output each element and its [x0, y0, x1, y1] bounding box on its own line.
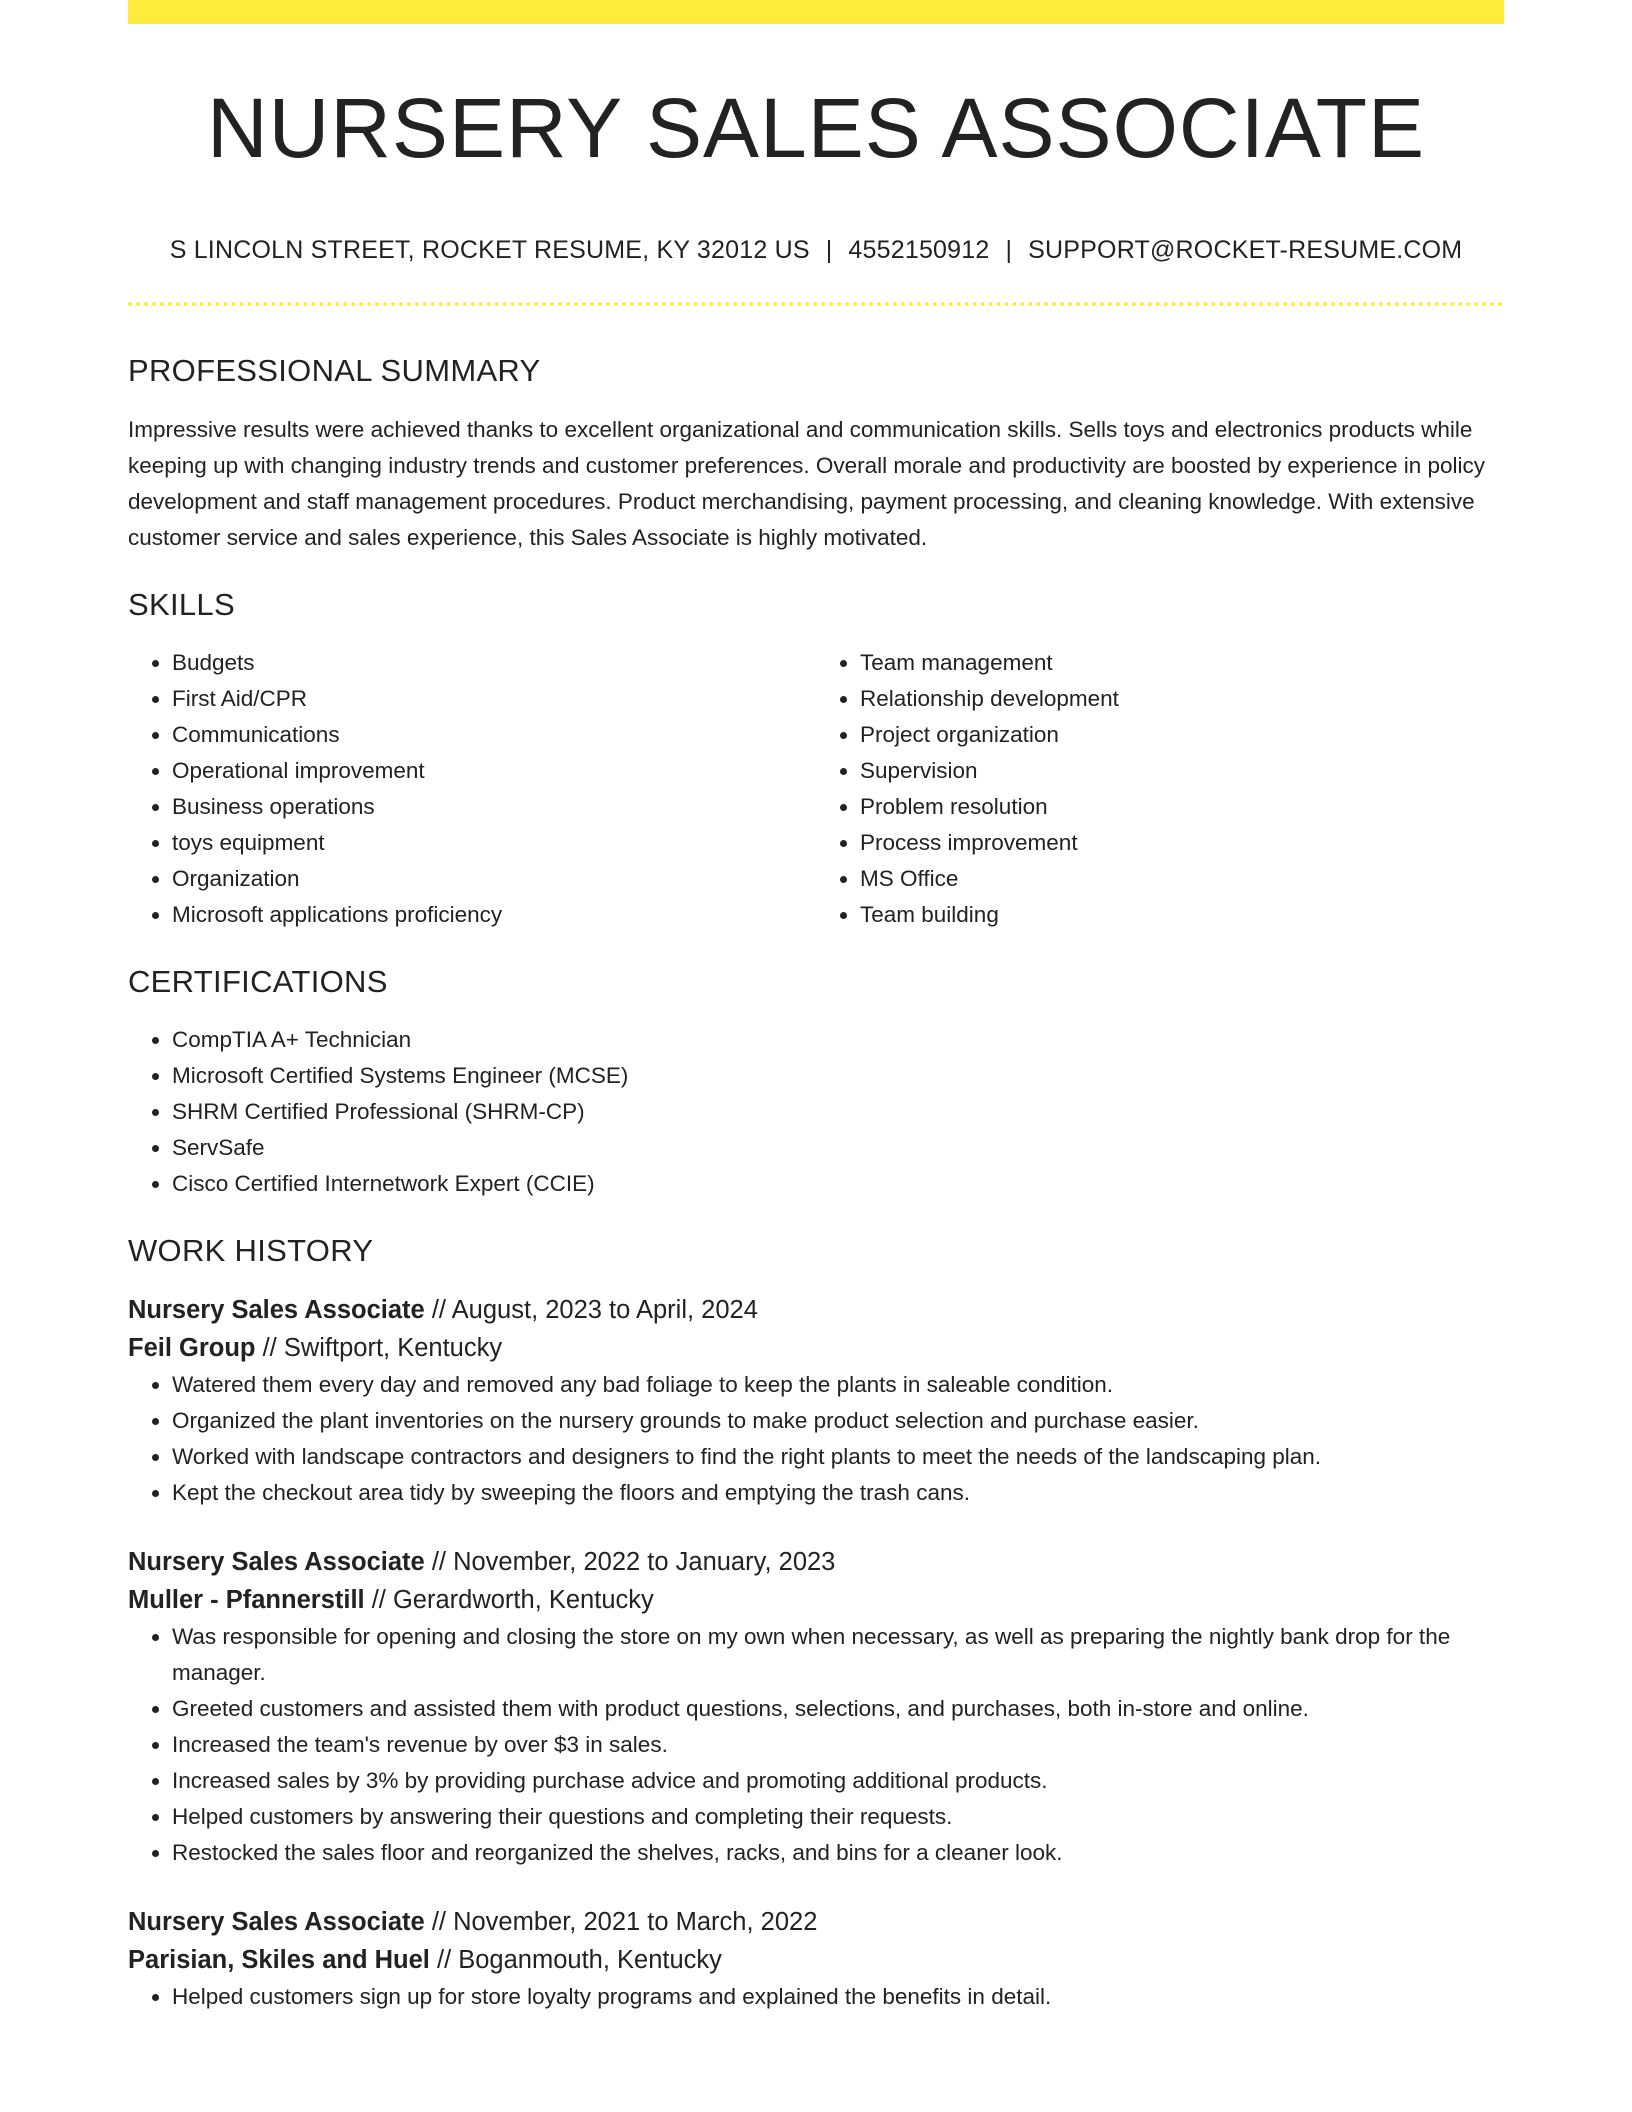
skill-item: • Team building — [860, 897, 1504, 933]
job-title-line — [128, 1543, 1504, 1581]
skill-item: • Communications — [172, 717, 816, 753]
job-bullet: • Helped customers by answering their questions and completing their requests. — [172, 1799, 1504, 1835]
job-bullet: • Greeted customers and assisted them with product questions, selections, and purchases, both in-store and online. — [172, 1691, 1504, 1727]
job-title-line — [128, 1291, 1504, 1329]
skill-item: • Project organization — [860, 717, 1504, 753]
skill-item: • Relationship development — [860, 681, 1504, 717]
dotted-divider — [128, 302, 1504, 306]
section-title-summary: PROFESSIONAL SUMMARY — [128, 353, 541, 389]
job-bullet: • Helped customers sign up for store loyalty programs and explained the benefits in detail. — [172, 1979, 1504, 2015]
skill-item: • MS Office — [860, 861, 1504, 897]
job-location: // Gerardworth, Kentucky — [371, 1586, 654, 1615]
skill-item: • Process improvement — [860, 825, 1504, 861]
job-title: Nursery Sales Associate — [128, 1908, 425, 1937]
certification-item: • Microsoft Certified Systems Engineer (MCSE) — [172, 1058, 1504, 1094]
contact-address: S LINCOLN STREET, ROCKET RESUME, KY 32012 US — [169, 236, 810, 265]
contact-phone: 4552150912 — [848, 236, 990, 265]
professional-summary-section — [128, 352, 1504, 555]
job-company-line — [128, 1581, 1504, 1619]
job-dates: // November, 2022 to January, 2023 — [431, 1548, 836, 1577]
job-entry — [128, 1903, 1504, 2015]
job-bullets — [128, 1619, 1504, 1871]
job-entry — [128, 1291, 1504, 1511]
section-title-certifications: CERTIFICATIONS — [128, 963, 388, 999]
certification-item: • Cisco Certified Internetwork Expert (CCIE) — [172, 1166, 1504, 1202]
skills-section — [128, 586, 1504, 933]
skill-item: • toys equipment — [172, 825, 816, 861]
skills-list-right — [816, 645, 1504, 933]
job-dates: // November, 2021 to March, 2022 — [431, 1908, 818, 1937]
contact-email: SUPPORT@ROCKET-RESUME.COM — [1028, 236, 1463, 265]
job-location: // Swiftport, Kentucky — [262, 1334, 503, 1363]
job-bullet: • Kept the checkout area tidy by sweeping the floors and emptying the trash cans. — [172, 1475, 1504, 1511]
work-history-section — [128, 1232, 1504, 2015]
job-location: // Boganmouth, Kentucky — [436, 1946, 722, 1975]
resume-name: NURSERY SALES ASSOCIATE — [206, 81, 1426, 175]
certification-item: • ServSafe — [172, 1130, 1504, 1166]
job-entry — [128, 1543, 1504, 1871]
skill-item: • Operational improvement — [172, 753, 816, 789]
job-company: Feil Group — [128, 1334, 256, 1363]
job-bullet: • Organized the plant inventories on the nursery grounds to make product selection and purchase easier. — [172, 1403, 1504, 1439]
resume-page — [128, 0, 1504, 2015]
summary-text: Impressive results were achieved thanks to excellent organizational and communication skills. Sells toys and electronics products while keeping up with changing industry trends and customer preferences. Overall morale and productivity are boosted by experience in policy development and staff management procedures. Product merchandising, payment processing, and cleaning knowledge. With extensive customer service and sales experience, this Sales Associate is highly motivated. — [128, 416, 1485, 550]
job-bullet: • Watered them every day and removed any bad foliage to keep the plants in saleable condition. — [172, 1367, 1504, 1403]
job-company-line — [128, 1941, 1504, 1979]
job-company-line — [128, 1329, 1504, 1367]
section-title-skills: SKILLS — [128, 586, 235, 622]
skill-item: • Microsoft applications proficiency — [172, 897, 816, 933]
certifications-section — [128, 963, 1504, 1202]
skill-item: • First Aid/CPR — [172, 681, 816, 717]
job-bullet: • Increased sales by 3% by providing purchase advice and promoting additional products. — [172, 1763, 1504, 1799]
job-company: Parisian, Skiles and Huel — [128, 1946, 430, 1975]
skill-item: • Supervision — [860, 753, 1504, 789]
job-bullet: • Increased the team's revenue by over $3 in sales. — [172, 1727, 1504, 1763]
contact-separator: | — [1005, 236, 1013, 265]
contact-line — [128, 236, 1504, 265]
certification-item: • CompTIA A+ Technician — [172, 1022, 1504, 1058]
job-dates: // August, 2023 to April, 2024 — [431, 1296, 758, 1325]
accent-top-bar — [128, 0, 1504, 24]
certification-item: • SHRM Certified Professional (SHRM-CP) — [172, 1094, 1504, 1130]
job-bullets — [128, 1367, 1504, 1511]
contact-separator: | — [825, 236, 833, 265]
skill-item: • Problem resolution — [860, 789, 1504, 825]
skills-columns — [128, 645, 1504, 933]
job-company: Muller - Pfannerstill — [128, 1586, 365, 1615]
certifications-list — [128, 1022, 1504, 1202]
section-title-work-history: WORK HISTORY — [128, 1232, 374, 1268]
skill-item: • Budgets — [172, 645, 816, 681]
skills-list-left — [128, 645, 816, 933]
job-title-line — [128, 1903, 1504, 1941]
skill-item: • Team management — [860, 645, 1504, 681]
job-bullet: • Worked with landscape contractors and designers to find the right plants to meet the needs of the landscaping plan. — [172, 1439, 1504, 1475]
skill-item: • Organization — [172, 861, 816, 897]
skill-item: • Business operations — [172, 789, 816, 825]
job-bullets — [128, 1979, 1504, 2015]
job-bullet: • Restocked the sales floor and reorganized the shelves, racks, and bins for a cleaner look. — [172, 1835, 1504, 1871]
job-title: Nursery Sales Associate — [128, 1548, 425, 1577]
job-title: Nursery Sales Associate — [128, 1296, 425, 1325]
job-bullet: • Was responsible for opening and closing the store on my own when necessary, as well as preparing the nightly bank drop for the manager. — [172, 1619, 1504, 1691]
